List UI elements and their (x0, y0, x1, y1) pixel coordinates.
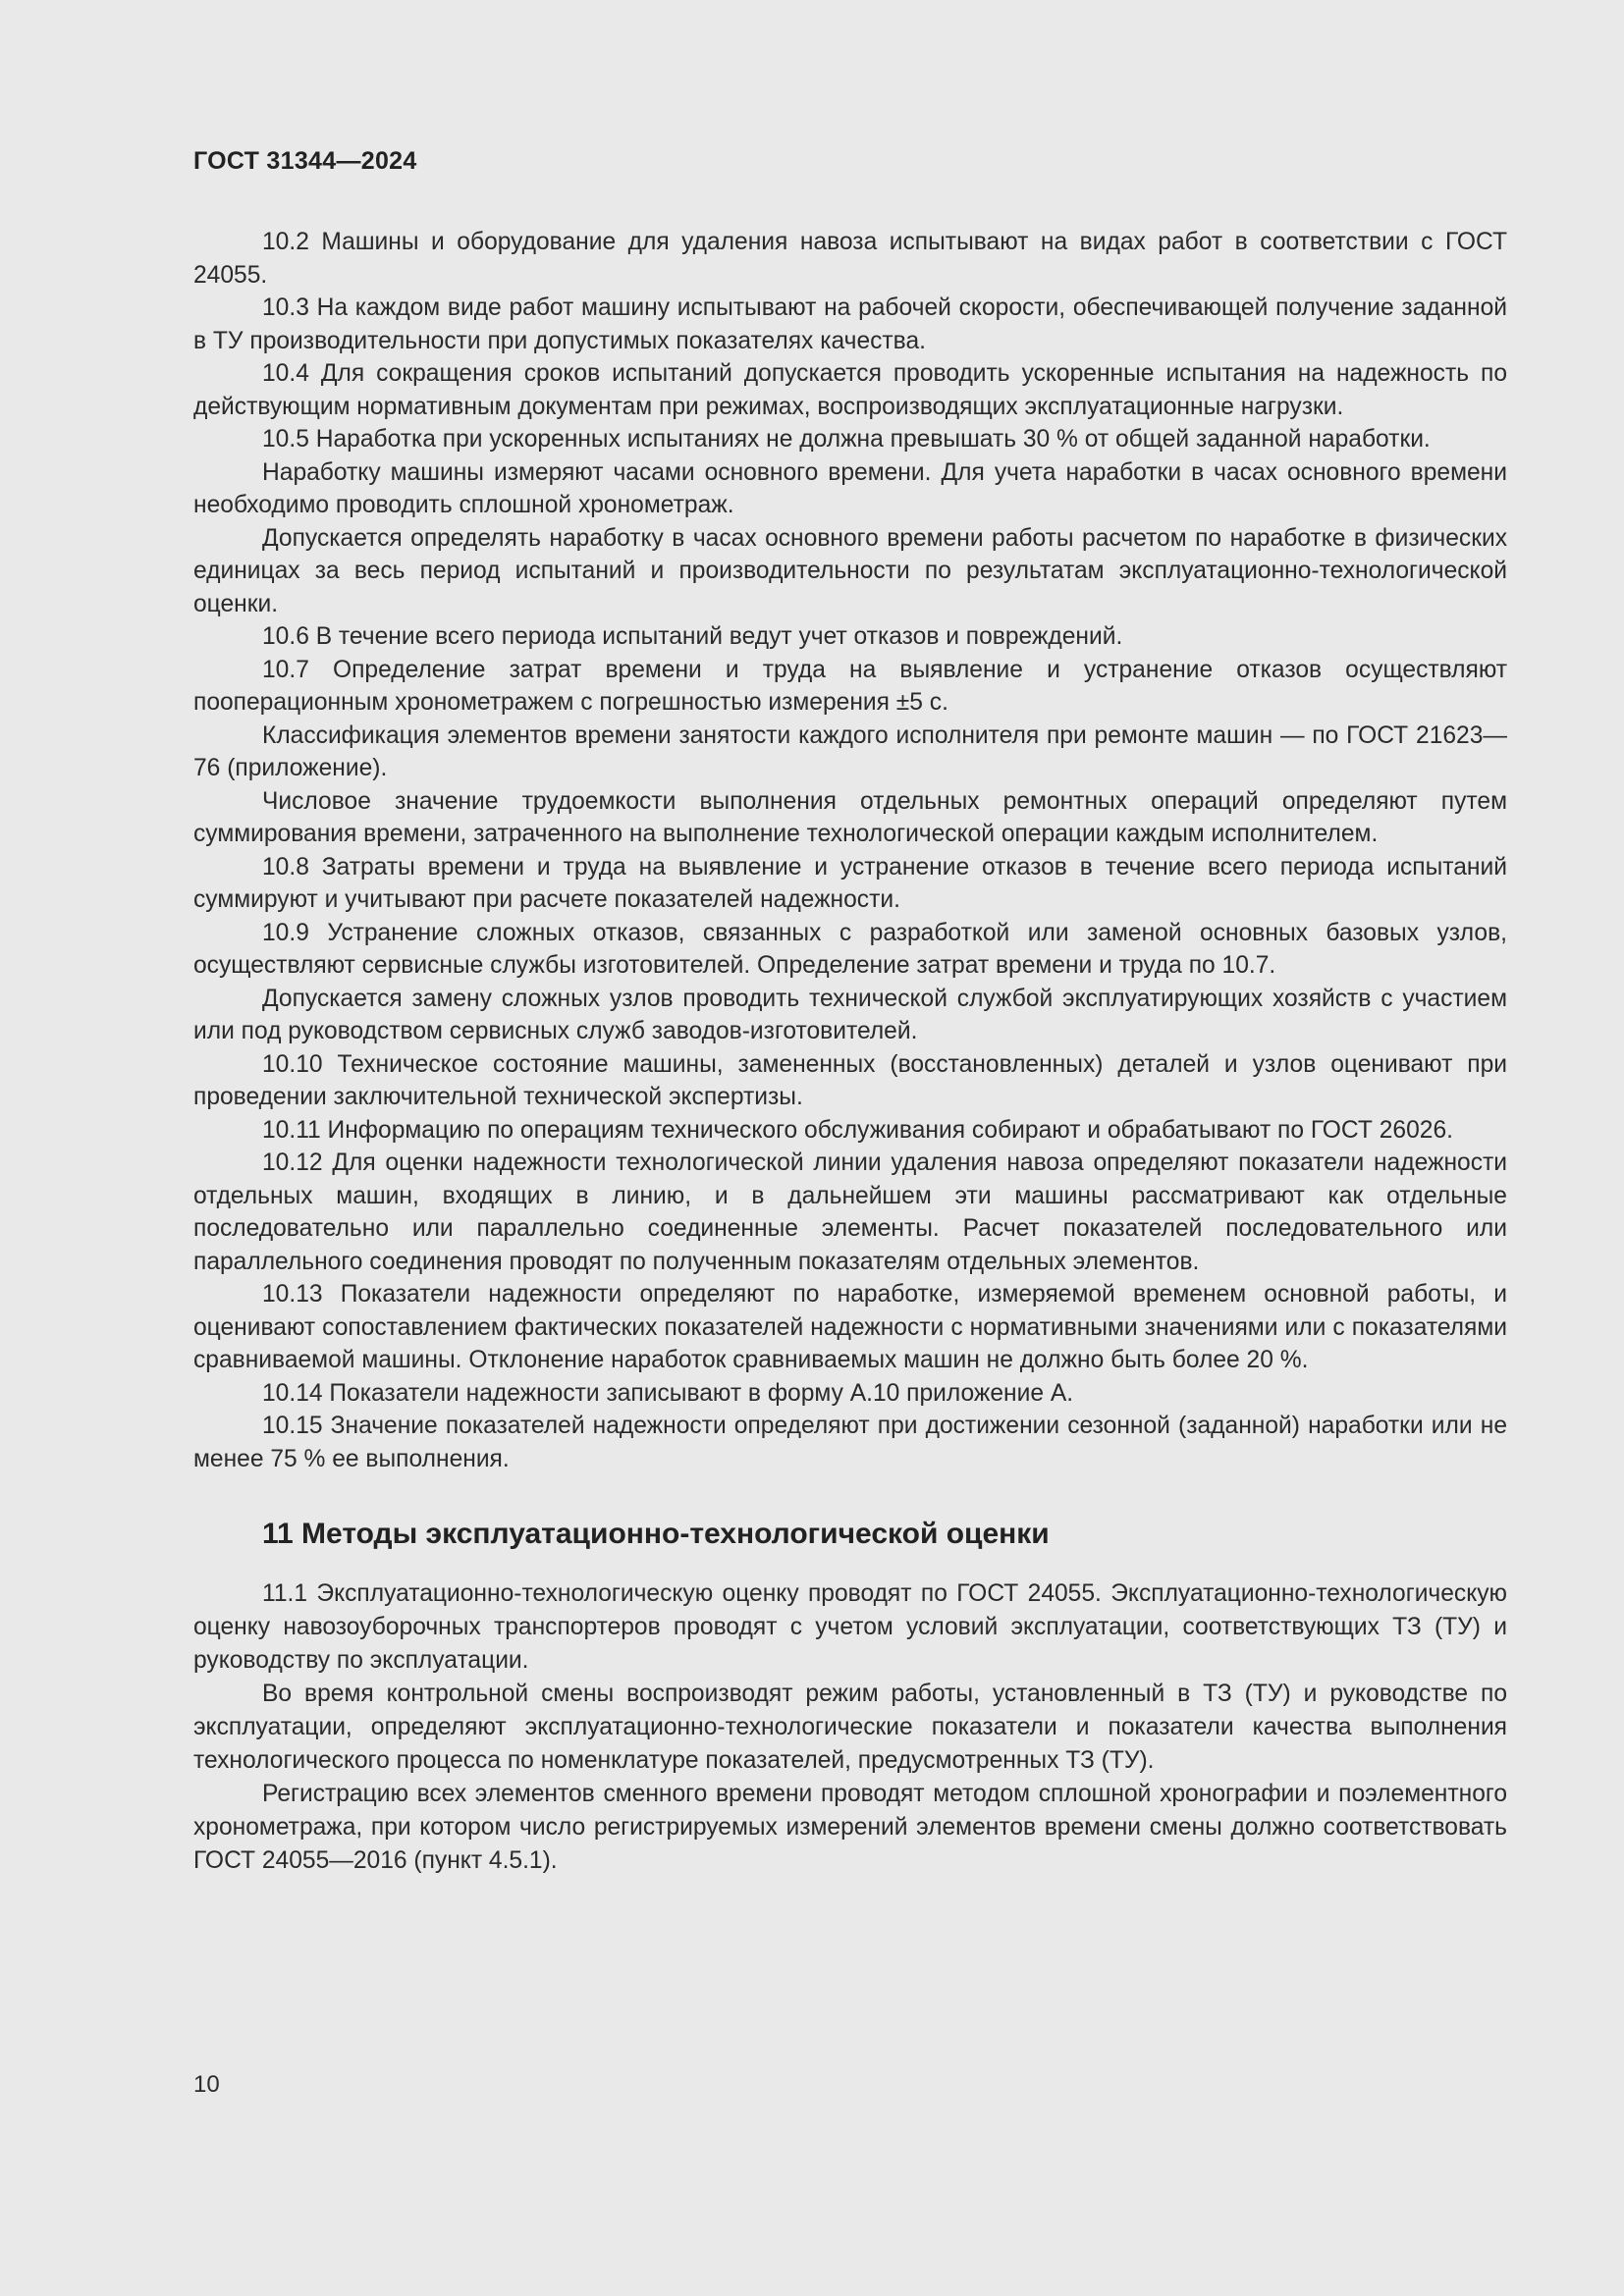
paragraph-10-11: 10.11 Информацию по операциям технического обслуживания собирают и обрабатывают по ГОСТ 26026. (262, 1116, 1453, 1144)
paragraph-10-15: 10.15 Значение показателей надежности определяют при достижении сезонной (заданной) наработки или не менее 75 % ее выполнения. (193, 1413, 1507, 1472)
paragraph-10-10: 10.10 Техническое состояние машины, замененных (восстановленных) деталей и узлов оценивают при проведении заключительной технической экспертизы. (193, 1050, 1507, 1110)
section-title: 11 Методы эксплуатационно-технологической оценки (262, 1518, 1050, 1550)
paragraph-10-9: 10.9 Устранение сложных отказов, связанных с разработкой или заменой основных базовых узлов, осуществляют сервисные службы изготовителей. Определение затрат времени и труда по 10.7. (193, 919, 1507, 979)
paragraph-10-8: 10.8 Затраты времени и труда на выявление и устранение отказов в течение всего периода испытаний суммируют и учитывают при расчете показателей надежности. (193, 853, 1507, 913)
page-number: 10 (193, 2071, 220, 2098)
paragraph-10-3: 10.3 На каждом виде работ машину испытывают на рабочей скорости, обеспечивающей получение заданной в ТУ производительности при допустимых показателях качества. (193, 294, 1507, 354)
document-code-header: ГОСТ 31344—2024 (193, 147, 417, 175)
section-11 (193, 1515, 1507, 1878)
paragraph-10-5: 10.5 Наработка при ускоренных испытаниях не должна превышать 30 % от общей заданной наработки. (262, 426, 1431, 453)
paragraph-10-12: 10.12 Для оценки надежности технологической линии удаления навоза определяют показатели надежности отдельных машин, входящих в линию, и в дальнейшем эти машины рассматривают как отдельные последовательно или параллельно соединенные элементы. Расчет показателей последовательного или параллельного соединения проводят по полученным показателям отдельных элементов. (193, 1149, 1507, 1275)
paragraph-10-7-labor: Числовое значение трудоемкости выполнения отдельных ремонтных операций определяют путем суммирования времени, затраченного на выполнение технологической операции каждым исполнителем. (193, 787, 1507, 847)
paragraph-10-14: 10.14 Показатели надежности записывают в форму А.10 приложение А. (262, 1379, 1074, 1407)
paragraph-10-13: 10.13 Показатели надежности определяют по наработке, измеряемой временем основной работы, и оценивают сопоставлением фактических показателей надежности с нормативными значениями или с показателями сравниваемой машины. Отклонение наработок сравниваемых машин не должно быть более 20 %. (193, 1281, 1507, 1373)
paragraph-10-7-classification: Классификация элементов времени занятости каждого исполнителя при ремонте машин — по ГОСТ 21623—76 (приложение). (193, 721, 1507, 781)
document-body (193, 226, 1507, 1878)
paragraph-11-1-control-shift: Во время контрольной смены воспроизводят режим работы, установленный в ТЗ (ТУ) и руководстве по эксплуатации, определяют эксплуатационно-технологические показатели и показатели качества выполнения технологического процесса по номенклатуре показателей, предусмотренных ТЗ (ТУ). (193, 1681, 1507, 1774)
paragraph-10-2: 10.2 Машины и оборудование для удаления навоза испытывают на видах работ в соответствии с ГОСТ 24055. (193, 229, 1507, 289)
paragraph-11-1: 11.1 Эксплуатационно-технологическую оценку проводят по ГОСТ 24055. Эксплуатационно-технологическую оценку навозоуборочных транспортеров проводят с учетом условий эксплуатации, соответствующих ТЗ (ТУ) и руководству по эксплуатации. (193, 1580, 1507, 1674)
paragraph-10-5-calc: Допускается определять наработку в часах основного времени работы расчетом по наработке в физических единицах за весь период испытаний и производительности по результатам эксплуатационно-технологической оценки. (193, 524, 1507, 617)
paragraph-10-5-measure: Наработку машины измеряют часами основного времени. Для учета наработки в часах основного времени необходимо проводить сплошной хронометраж. (193, 458, 1507, 518)
paragraph-10-4: 10.4 Для сокращения сроков испытаний допускается проводить ускоренные испытания на надежность по действующим нормативным документам при режимах, воспроизводящих эксплуатационные нагрузки. (193, 360, 1507, 420)
paragraph-10-9-replacement: Допускается замену сложных узлов проводить технической службой эксплуатирующих хозяйств с участием или под руководством сервисных служб заводов-изготовителей. (193, 985, 1507, 1044)
paragraph-10-7: 10.7 Определение затрат времени и труда на выявление и устранение отказов осуществляют пооперационным хронометражем с погрешностью измерения ±5 с. (193, 656, 1507, 716)
paragraph-10-6: 10.6 В течение всего периода испытаний ведут учет отказов и повреждений. (262, 623, 1123, 650)
paragraph-11-1-registration: Регистрацию всех элементов сменного времени проводят методом сплошной хронографии и поэлементного хронометража, при котором число регистрируемых измерений элементов времени смены должно соответствовать ГОСТ 24055—2016 (пункт 4.5.1). (193, 1781, 1507, 1874)
